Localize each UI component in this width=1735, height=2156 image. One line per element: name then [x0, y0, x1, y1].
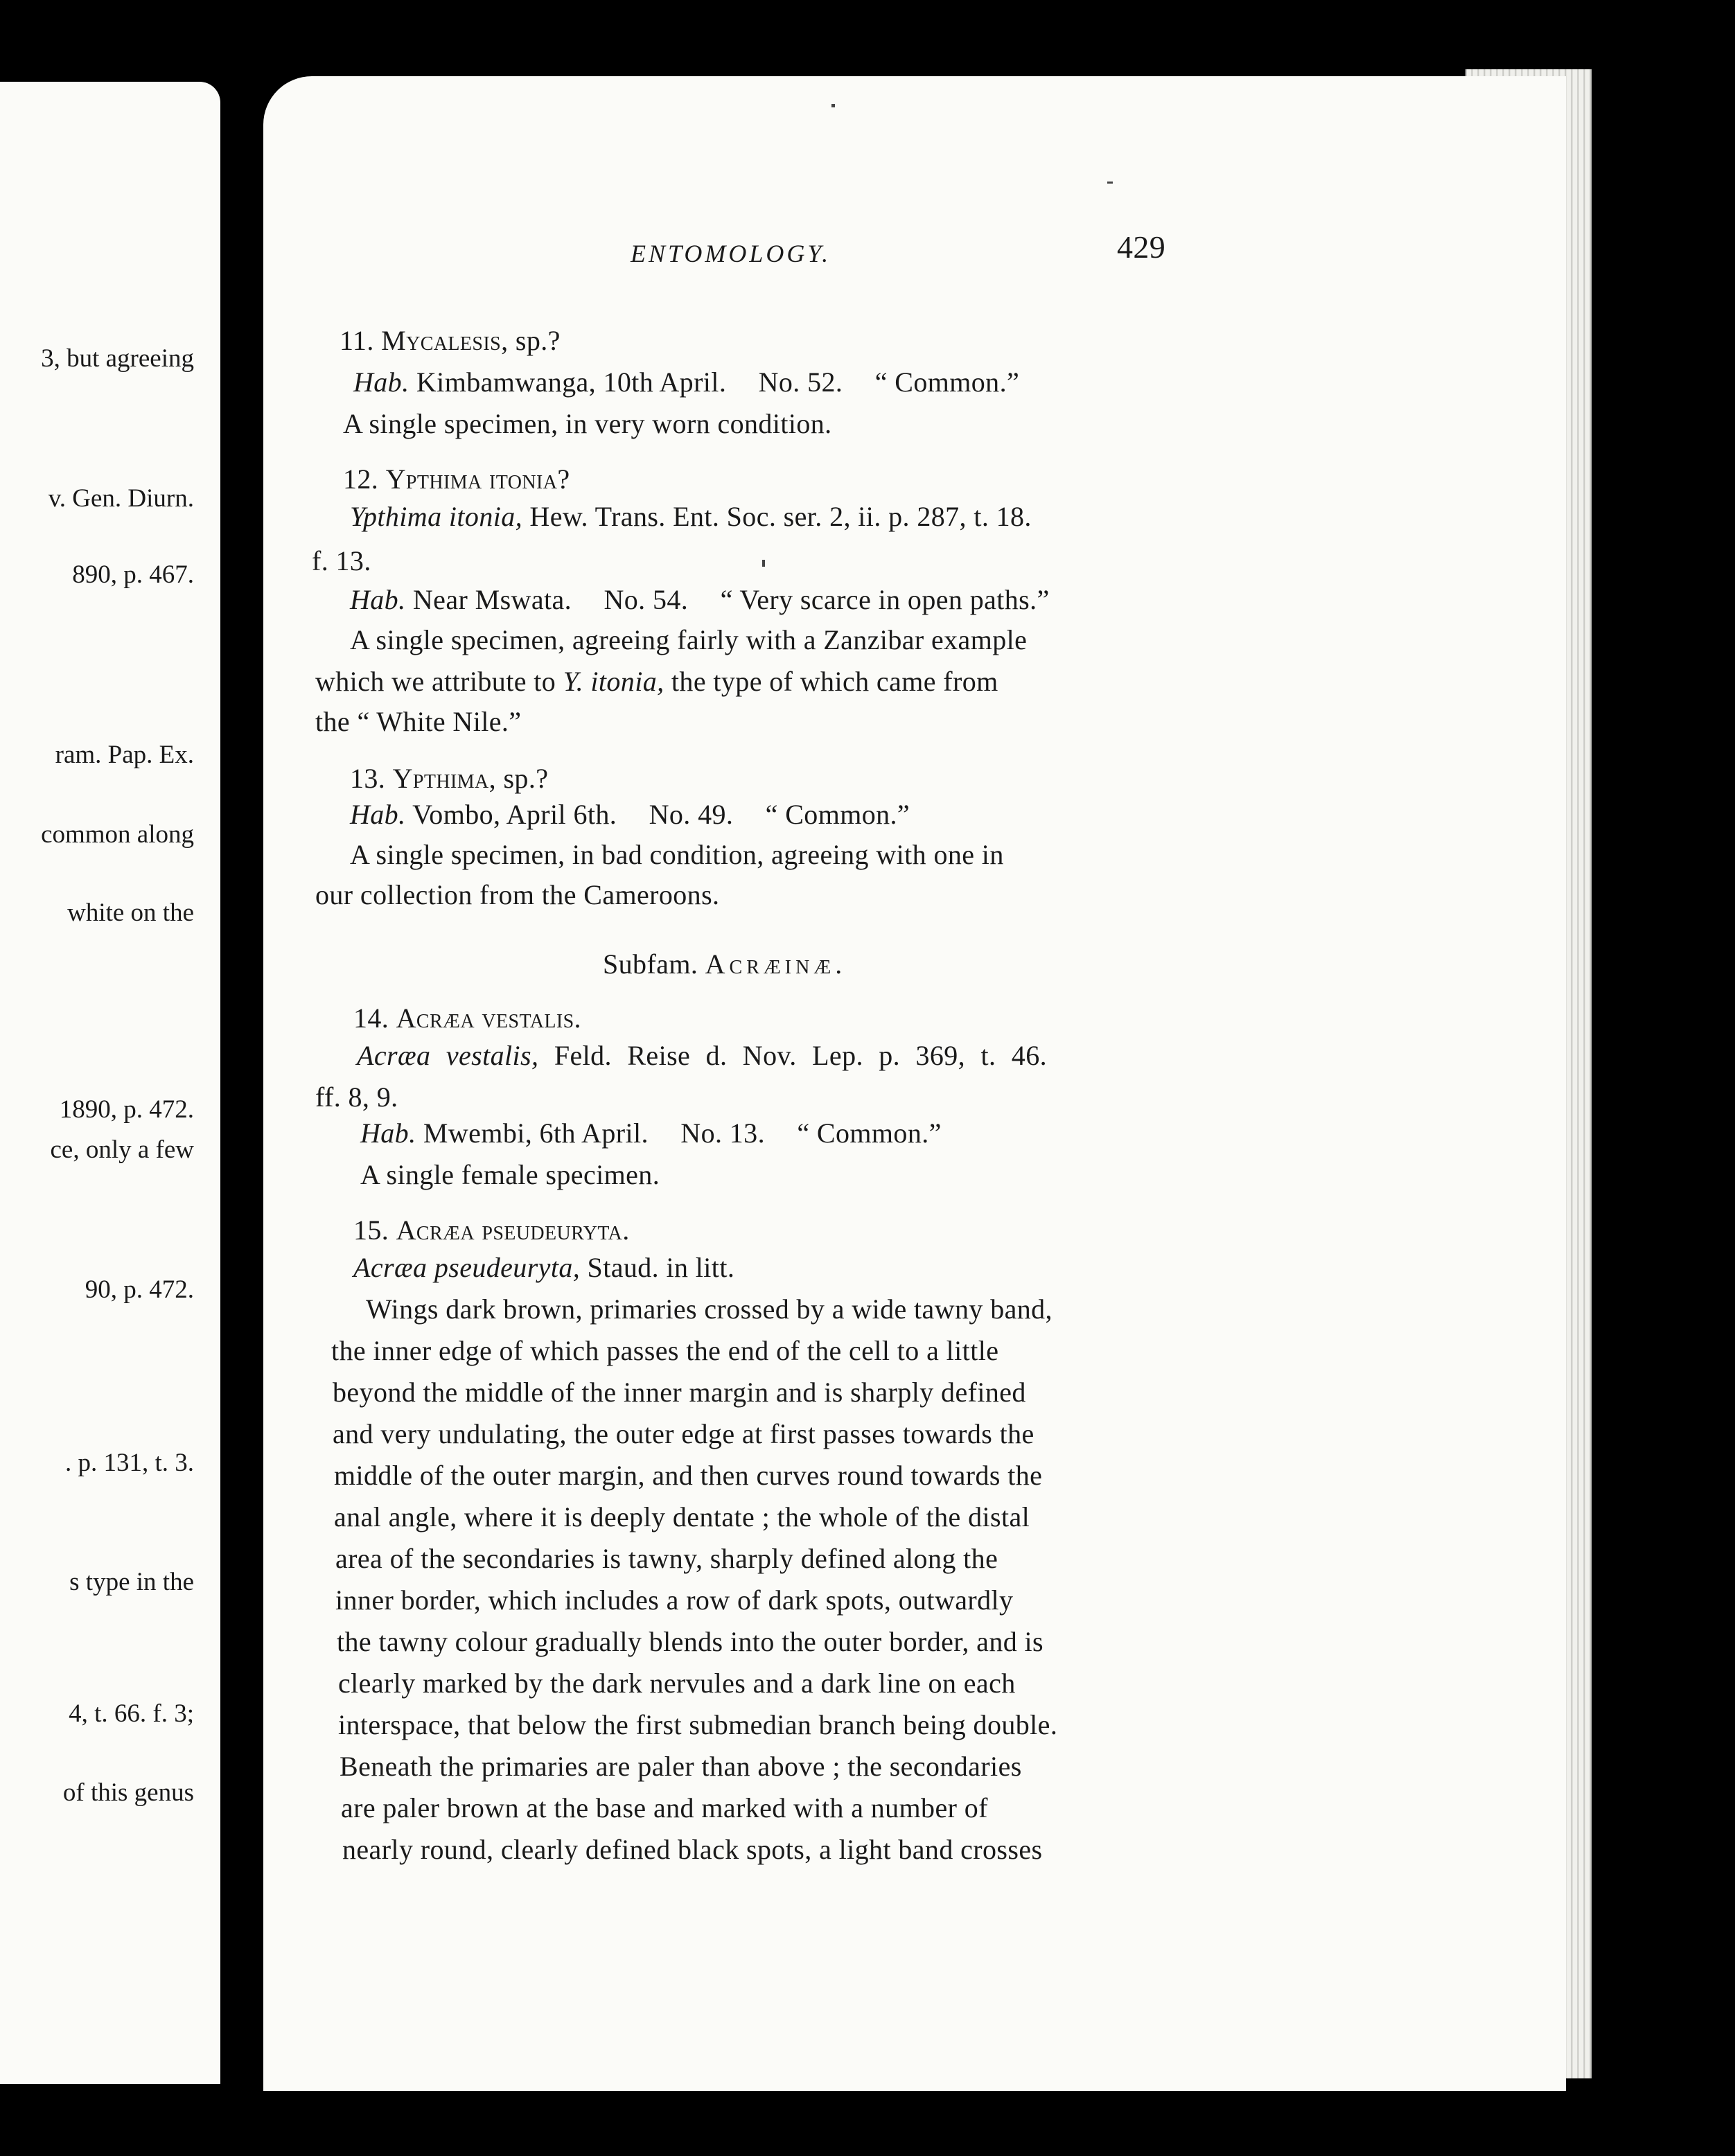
note-text: which we attribute to — [315, 666, 563, 697]
subfamily-heading — [603, 948, 846, 980]
reference-text: Hew. Trans. Ent. Soc. ser. 2, ii. p. 287, t. 18. — [522, 501, 1032, 532]
hab-label: Hab. — [353, 366, 409, 398]
left-line: ce, only a few — [50, 1136, 194, 1164]
collector-note: “ Common.” — [765, 799, 910, 830]
left-line: of this genus — [62, 1778, 194, 1807]
hab-label: Hab. — [360, 1117, 416, 1149]
reference-text: Staud. in litt. — [580, 1252, 735, 1283]
reference-name: Ypthima itonia, — [350, 501, 523, 532]
description-line: middle of the outer margin, and then curves round towards the — [334, 1460, 1043, 1491]
scan-speck — [1107, 182, 1113, 184]
description-line: area of the secondaries is tawny, sharply defined along the — [335, 1543, 998, 1574]
hab-text: Near Mswata. — [405, 584, 572, 615]
description-line: inner border, which includes a row of dark spots, outwardly — [335, 1584, 1014, 1616]
left-line: s type in the — [69, 1568, 194, 1596]
entry-14-reference — [357, 1039, 1047, 1072]
hab-text: Kimbamwanga, 10th April. — [409, 366, 727, 398]
entry-15-heading — [353, 1214, 630, 1246]
description-line: Beneath the primaries are paler than above ; the secondaries — [340, 1751, 1022, 1782]
hab-text: Mwembi, 6th April. — [416, 1117, 649, 1149]
entry-number: 15. — [353, 1214, 389, 1246]
specimen-number: No. 52. — [758, 366, 843, 398]
specimen-number: No. 54. — [604, 584, 689, 615]
entry-number: 12. — [343, 463, 379, 495]
description-line: and very undulating, the outer edge at first passes towards the — [333, 1418, 1034, 1449]
species-name: Acræa vestalis. — [396, 1002, 581, 1034]
reference-name: Acræa pseudeuryta, — [353, 1252, 581, 1283]
description-line: anal angle, where it is deeply dentate ; the whole of the distal — [334, 1501, 1030, 1532]
left-line: ram. Pap. Ex. — [55, 741, 194, 769]
scan-speck — [831, 104, 835, 107]
subfamily-name: Acræinæ. — [705, 948, 847, 980]
entry-12-habitat — [350, 583, 1050, 616]
running-head: ENTOMOLOGY. — [631, 240, 831, 267]
reference-text: Feld. Reise d. Nov. Lep. p. 369, t. 46. — [538, 1040, 1047, 1071]
left-line: 3, but agreeing — [41, 344, 194, 373]
description-line: the inner edge of which passes the end of the cell to a little — [331, 1335, 999, 1366]
entry-12-note-line: the “ White Nile.” — [315, 706, 522, 737]
page-number: 429 — [1117, 229, 1166, 265]
entry-heading-rest: sp.? — [508, 325, 561, 356]
note-species: Y. itonia, — [563, 666, 664, 697]
hab-label: Hab. — [350, 584, 406, 615]
description-line: clearly marked by the dark nervules and a dark line on each — [338, 1668, 1016, 1699]
entry-12-reference — [350, 500, 1032, 533]
entry-13-note-line: A single specimen, in bad condition, agreeing with one in — [350, 839, 1004, 870]
species-name: Ypthima itonia — [385, 463, 558, 495]
entry-14-reference-cont: ff. 8, 9. — [315, 1081, 398, 1113]
left-line: . p. 131, t. 3. — [64, 1449, 194, 1477]
entry-11-habitat — [353, 366, 1019, 398]
entry-13-habitat — [350, 798, 910, 831]
entry-12-note-line: A single specimen, agreeing fairly with a Zanzibar example — [350, 624, 1028, 655]
left-line: 4, t. 66. f. 3; — [69, 1699, 194, 1728]
hab-label: Hab. — [350, 799, 406, 830]
species-name: Acræa pseudeuryta. — [396, 1214, 630, 1246]
description-line: the tawny colour gradually blends into the outer border, and is — [337, 1626, 1044, 1657]
entry-14-habitat — [360, 1117, 942, 1149]
species-name: Ypthima, — [392, 763, 497, 794]
entry-heading-rest: sp.? — [496, 763, 549, 794]
species-name: Mycalesis, — [381, 325, 509, 356]
left-line: common along — [41, 820, 194, 849]
specimen-number: No. 13. — [680, 1117, 765, 1149]
reference-name: Acræa vestalis, — [357, 1040, 539, 1071]
entry-13-heading — [350, 762, 548, 795]
entry-12-heading — [343, 463, 570, 495]
description-line: nearly round, clearly defined black spots, a light band crosses — [342, 1834, 1043, 1865]
left-line: v. Gen. Diurn. — [48, 484, 194, 513]
collector-note: “ Common.” — [797, 1117, 942, 1149]
specimen-number: No. 49. — [649, 799, 734, 830]
entry-14-note: A single female specimen. — [360, 1159, 660, 1190]
entry-12-reference-cont: f. 13. — [312, 545, 371, 576]
entry-12-note-line — [315, 665, 998, 698]
entry-15-reference — [353, 1251, 734, 1284]
entry-11-heading — [340, 324, 561, 357]
description-line: beyond the middle of the inner margin and is sharply defined — [333, 1377, 1026, 1408]
description-line: are paler brown at the base and marked with a number of — [341, 1792, 988, 1823]
description-line: Wings dark brown, primaries crossed by a wide tawny band, — [366, 1293, 1053, 1325]
left-line: white on the — [67, 899, 194, 927]
entry-number: 13. — [350, 763, 386, 794]
hab-text: Vombo, April 6th. — [405, 799, 617, 830]
left-line: 90, p. 472. — [85, 1275, 194, 1304]
collector-note: “ Common.” — [874, 366, 1020, 398]
left-line: 890, p. 467. — [72, 560, 194, 589]
entry-14-heading — [353, 1002, 581, 1034]
description-line: interspace, that below the first submedian branch being double. — [338, 1709, 1058, 1740]
collector-note: “ Very scarce in open paths.” — [720, 584, 1050, 615]
entry-number: 14. — [353, 1002, 389, 1034]
note-text: the type of which came from — [664, 666, 998, 697]
entry-heading-rest: ? — [557, 463, 570, 495]
left-page-fragment — [0, 82, 220, 2084]
subfamily-label: Subfam. — [603, 948, 698, 980]
entry-number: 11. — [340, 325, 374, 356]
left-line: 1890, p. 472. — [59, 1095, 194, 1124]
entry-11-note: A single specimen, in very worn condition. — [343, 408, 832, 439]
scan-speck — [762, 560, 765, 567]
entry-13-note-line: our collection from the Cameroons. — [315, 879, 720, 910]
